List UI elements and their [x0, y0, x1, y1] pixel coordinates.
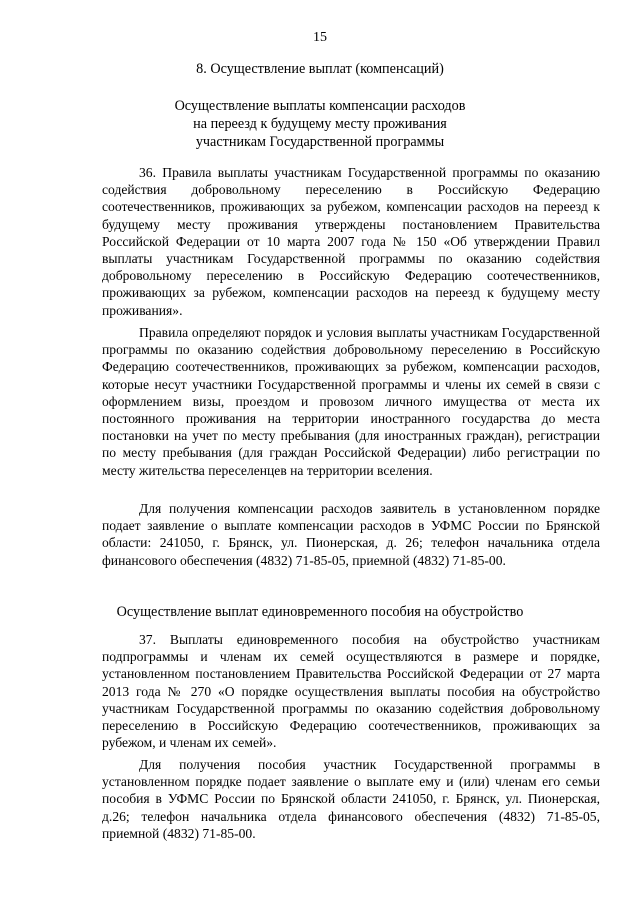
subsection-title-line: Осуществление выплаты компенсации расходов	[174, 98, 466, 114]
subsection-title-line: на переезд к будущему месту проживания	[193, 116, 447, 132]
subsection-title-allowance: Осуществление выплат единовременного пособия на обустройство	[116, 604, 524, 620]
subsection-title-line: участникам Государственной программы	[195, 134, 445, 150]
paragraph-rules: Правила определяют порядок и условия выплаты участникам Государственной программы по оказанию содействия добровольному переселению в Российскую Федерацию соотечественников, проживающих за рубежом, компенсации расходов, которые несут участники Государственной программы и члены их семей в связи с оформлением визы, проездом и провозом личного имущества от места их постоянного проживания на территории иностранного государства до места постановки на учет по месту пребывания (для иностранных граждан), регистрации по месту пребывания (для граждан Российской Федерации) либо регистрации по месту жительства переселенцев на территории вселения.	[102, 325, 600, 478]
paragraph-36: 36. Правила выплаты участникам Государственной программы по оказанию содействия добровольному переселению в Российскую Федерацию соотечественников, проживающих за рубежом, компенсации расходов на переезд к будущему месту проживания утверждены постановлением Правительства Российской Федерации от 10 марта 2007 года № 150 «Об утверждении Правил выплаты участникам Государственной программы по оказанию содействия добровольному переселению в Российскую Федерацию соотечественников, проживающих за рубежом, компенсации расходов на переезд к будущему месту проживания».	[102, 165, 600, 318]
subsection-title-compensation	[0, 97, 640, 151]
paragraph-allowance-application: Для получения пособия участник Государственной программы в установленном порядке подает заявление о выплате ему и (или) членам его семьи пособия в УФМС России по Брянской области 241050, г. Брянск, ул. Пионерская, д.26; телефон начальника отдела финансового обеспечения (4832) 71-85-05, приемной (4832) 71-85-00.	[102, 757, 600, 841]
page-number: 15	[313, 30, 327, 45]
section-title: 8. Осуществление выплат (компенсаций)	[196, 61, 444, 77]
paragraph-37: 37. Выплаты единовременного пособия на обустройство участникам подпрограммы и членам их семей осуществляются в размере и порядке, установленном постановлением Правительства Российской Федерации от 27 марта 2013 года № 270 «О порядке осуществления выплаты пособия на обустройство участникам Государственной программы по оказанию содействия добровольному переселению в Российскую Федерацию соотечественников, проживающих за рубежом, и членам их семей».	[102, 632, 600, 751]
paragraph-compensation-application: Для получения компенсации расходов заявитель в установленном порядке подает заявление о выплате компенсации расходов в УФМС России по Брянской области: 241050, г. Брянск, ул. Пионерская, д. 26; телефон начальника отдела финансового обеспечения (4832) 71-85-05, приемной (4832) 71-85-00.	[102, 501, 600, 568]
